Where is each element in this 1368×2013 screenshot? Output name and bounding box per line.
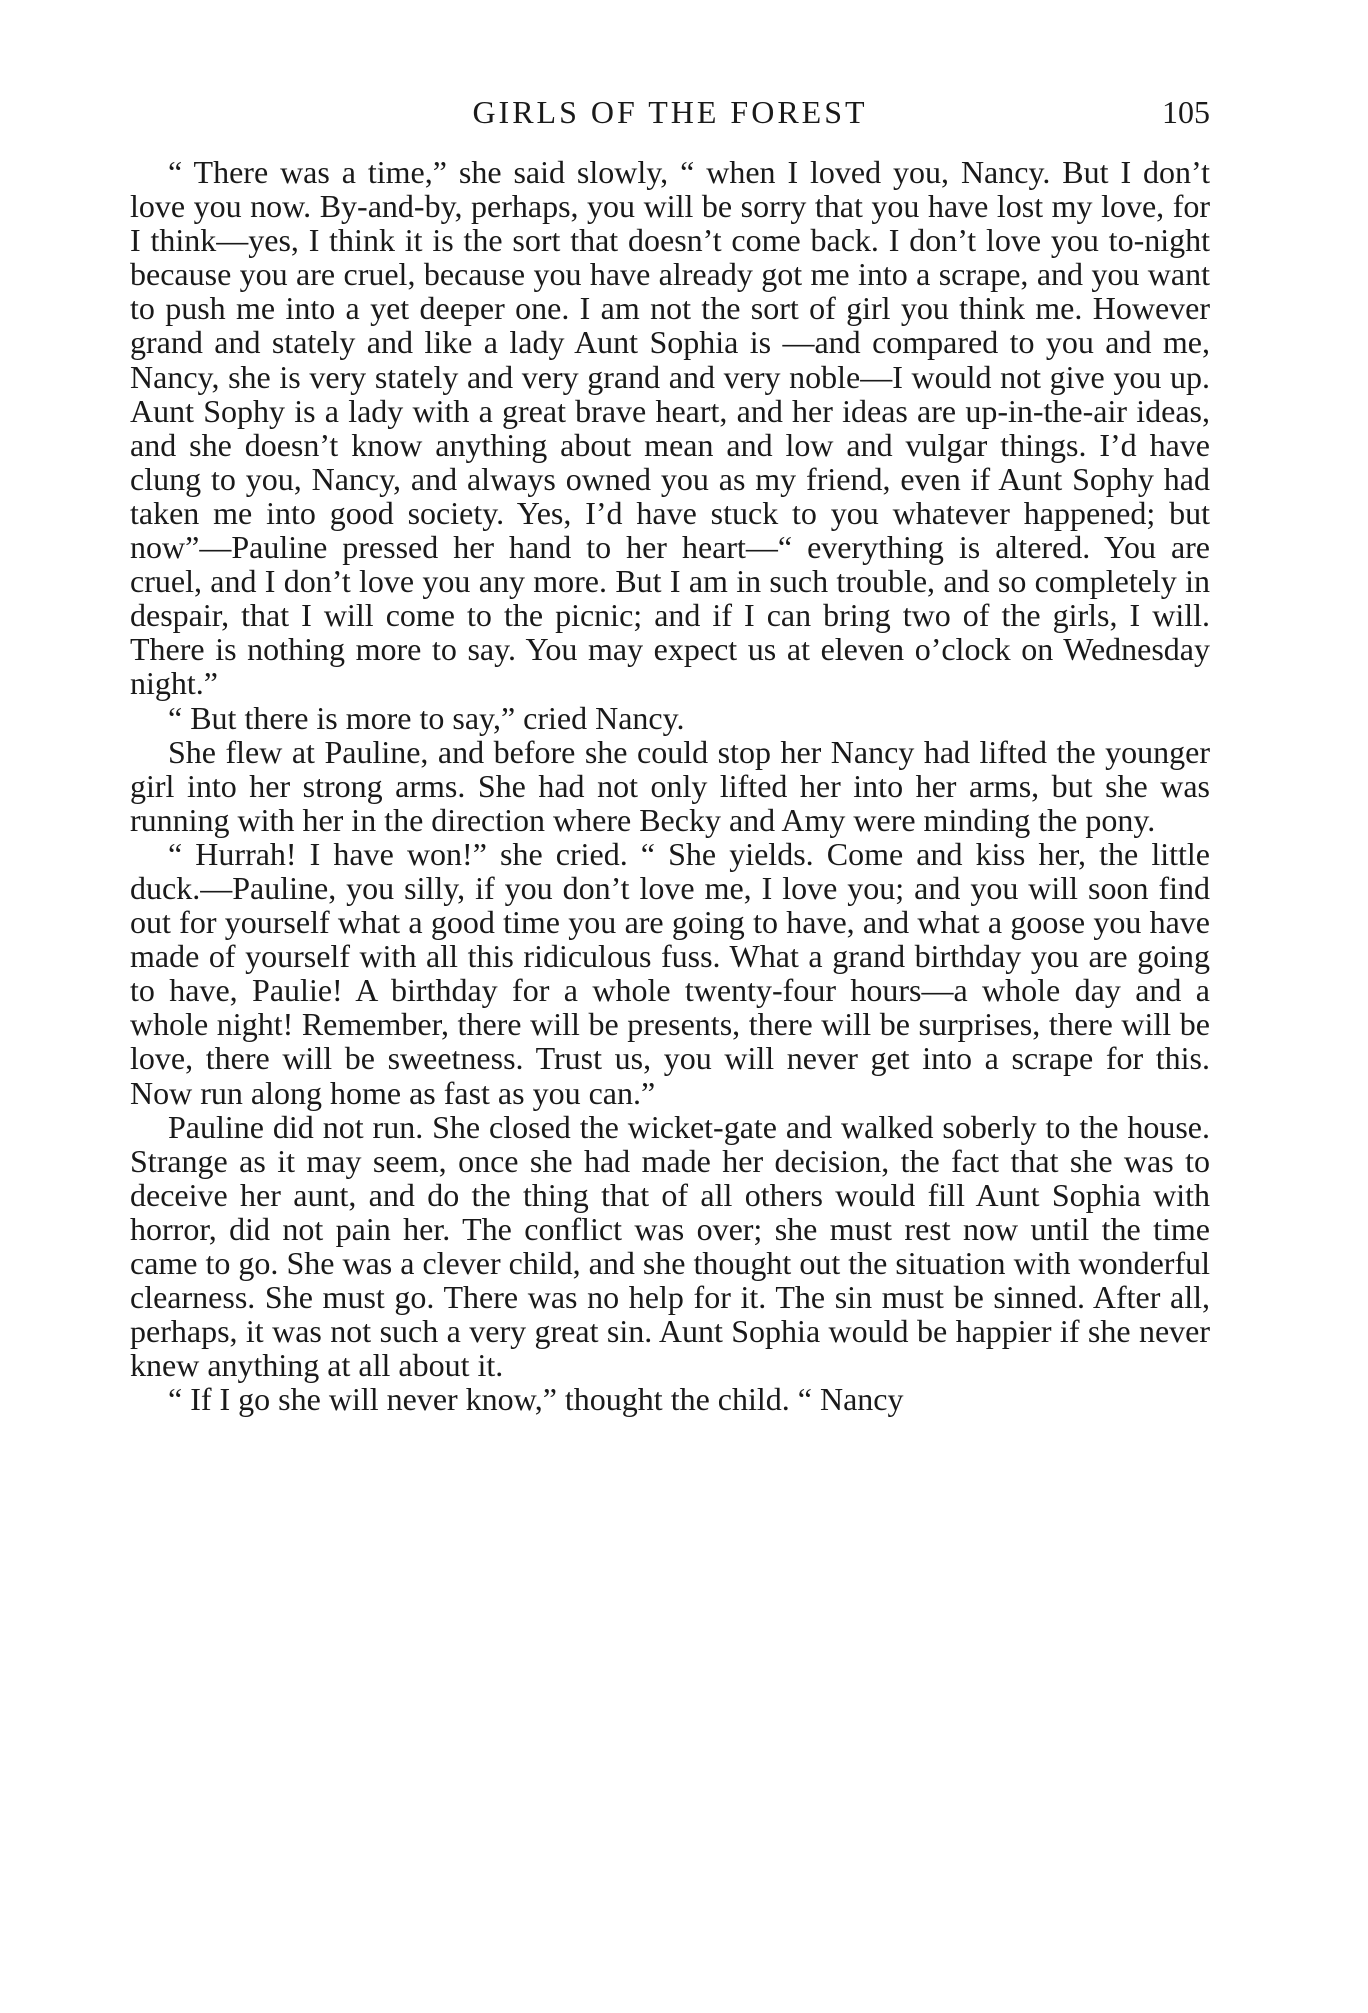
running-head xyxy=(130,92,1210,132)
paragraph: “ But there is more to say,” cried Nancy. xyxy=(168,699,685,736)
paragraph: “ There was a time,” she said slowly, “ when I loved you, Nancy. But I don’t love you now. By-and-by, perhaps, you will be sorry that you have lost my love, for I think—yes, I think it is the sort that doesn’t come back. I don’t love you to-night because you are cruel, because you have already got me into a scrape, and you want to push me into a yet deeper one. I am not the sort of girl you think me. However grand and stately and like a lady Aunt Sophia is —and compared to you and me, Nancy, she is very stately and very grand and very noble—I would not give you up. Aunt Sophy is a lady with a great brave heart, and her ideas are up-in-the-air ideas, and she doesn’t know anything about mean and low and vulgar things. I’d have clung to you, Nancy, and always owned you as my friend, even if Aunt Sophy had taken me into good society. Yes, I’d have stuck to you whatever happened; but now”—Pauline pressed her hand to her heart—“ everything is altered. You are cruel, and I don’t love you any more. But I am in such trouble, and so completely in despair, that I will come to the picnic; and if I can bring two of the girls, I will. There is nothing more to say. You may expect us at eleven o’clock on Wednesday night.” xyxy=(130,154,1210,702)
paragraph: Pauline did not run. She closed the wicket-gate and walked soberly to the house. Strange as it may seem, once she had made her decision, the fact that she was to deceive her aunt, and do the thing that of all others would fill Aunt Sophia with horror, did not pain her. The conflict was over; she must rest now until the time came to go. She was a clever child, and she thought out the situation with wonderful clearness. She must go. There was no help for it. The sin must be sinned. After all, perhaps, it was not such a very great sin. Aunt Sophia would be happier if she never knew anything at all about it. xyxy=(130,1108,1210,1384)
paragraph: “ Hurrah! I have won!” she cried. “ She yields. Come and kiss her, the little duck.—Pauline, you silly, if you don’t love me, I love you; and you will soon find out for yourself what a good time you are going to have, and what a goose you have made of yourself with all this ridiculous fuss. What a grand birthday you are going to have, Paulie! A birthday for a whole twenty-four hours—a whole day and a whole night! Remember, there will be presents, there will be surprises, there will be love, there will be sweetness. Trust us, you will never get into a scrape for this. Now run along home as fast as you can.” xyxy=(130,835,1210,1111)
page-number: 105 xyxy=(1162,94,1210,130)
running-title: GIRLS OF THE FOREST xyxy=(472,94,868,130)
body-text xyxy=(130,155,1210,1416)
paragraph: “ If I go she will never know,” thought the child. “ Nancy xyxy=(168,1381,904,1418)
paragraph: She flew at Pauline, and before she could stop her Nancy had lifted the younger girl into her strong arms. She had not only lifted her into her arms, but she was running with her in the direction where Becky and Amy were minding the pony. xyxy=(130,733,1210,838)
